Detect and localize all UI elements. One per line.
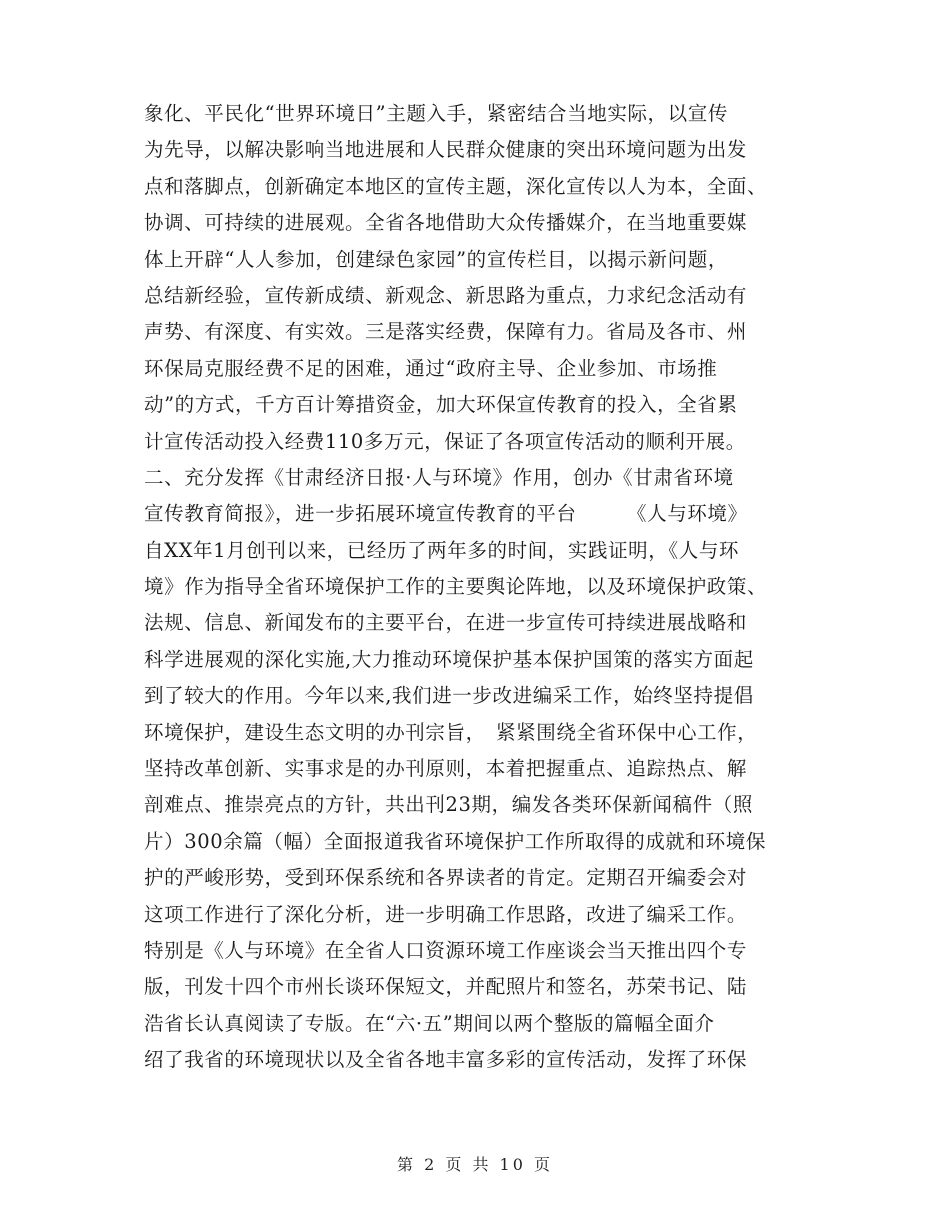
text-line: 计宣传活动投入经费110多万元，保证了各项宣传活动的顺利开展。 (144, 429, 746, 453)
text-line: 法规、信息、新闻发布的主要平台，在进一步宣传可持续进展战略和 (144, 611, 748, 635)
body-text (144, 96, 824, 1079)
text-line: 特别是《人与环境》在全省人口资源环境工作座谈会当天推出四个专 (144, 938, 748, 962)
text-line: 协调、可持续的进展观。全省各地借助大众传播媒介，在当地重要媒 (144, 211, 748, 235)
text-line: 浩省长认真阅读了专版。在“六·五”期间以两个整版的篇幅全面介 (144, 1011, 715, 1035)
text-line: 象化、平民化“世界环境日”主题入手，紧密结合当地实际，以宣传 (144, 102, 728, 125)
page-footer: 第 2 页 共 10 页 (397, 1155, 553, 1174)
text-line: 点和落脚点，创新确定本地区的宣传主题，深化宣传以人为本，全面、 (144, 174, 768, 198)
text-line: 为先导，以解决影响当地进展和人民群众健康的突出环境问题为出发 (144, 138, 748, 162)
text-line: 剖难点、推崇亮点的方针，共出刊23期，编发各类环保新闻稿件（照 (144, 793, 753, 817)
text-line: 动”的方式，千方百计筹措资金，加大环保宣传教育的投入，全省累 (144, 393, 738, 417)
text-line: 环境保护，建设生态文明的办刊宗旨， 紧紧围绕全省环保中心工作， (144, 720, 758, 744)
text-line: 到了较大的作用。今年以来,我们进一步改进编采工作，始终坚持提倡 (144, 684, 754, 708)
text-line: 版，刊发十四个市州长谈环保短文，并配照片和签名，苏荣书记、陆 (144, 975, 748, 999)
text-line: 自XX年1月创刊以来，已经历了两年多的时间，实践证明，《人与环 (144, 538, 740, 562)
text-line: 护的严峻形势，受到环保系统和各界读者的肯定。定期召开编委会对 (144, 866, 748, 890)
text-line: 科学进展观的深化实施,大力推动环境保护基本保护国策的落实方面起 (144, 647, 754, 671)
text-line: 这项工作进行了深化分析，进一步明确工作思路，改进了编采工作。 (144, 902, 748, 926)
text-line: 体上开辟“人人参加，创建绿色家园”的宣传栏目，以揭示新问题， (144, 247, 728, 271)
text-line: 环保局克服经费不足的困难，通过“政府主导、企业参加、市场推 (144, 356, 718, 380)
text-line: 二、充分发挥《甘肃经济日报·人与环境》作用，创办《甘肃省环境 (144, 465, 734, 489)
text-line: 片）300余篇（幅）全面报道我省环境保护工作所取得的成就和环境保 (144, 829, 766, 853)
text-line: 声势、有深度、有实效。三是落实经费，保障有力。省局及各市、州 (144, 320, 748, 344)
text-line: 绍了我省的环境现状以及全省各地丰富多彩的宣传活动，发挥了环保 (144, 1048, 748, 1072)
text-line: 总结新经验，宣传新成绩、新观念、新思路为重点，力求纪念活动有 (144, 283, 748, 307)
text-line: 宣传教育简报》，进一步拓展环境宣传教育的平台 《人与环境》 (144, 502, 748, 526)
text-line: 境》作为指导全省环境保护工作的主要舆论阵地，以及环境保护政策、 (144, 575, 768, 599)
text-line: 坚持改革创新、实事求是的办刊原则，本着把握重点、追踪热点、解 (144, 757, 748, 781)
